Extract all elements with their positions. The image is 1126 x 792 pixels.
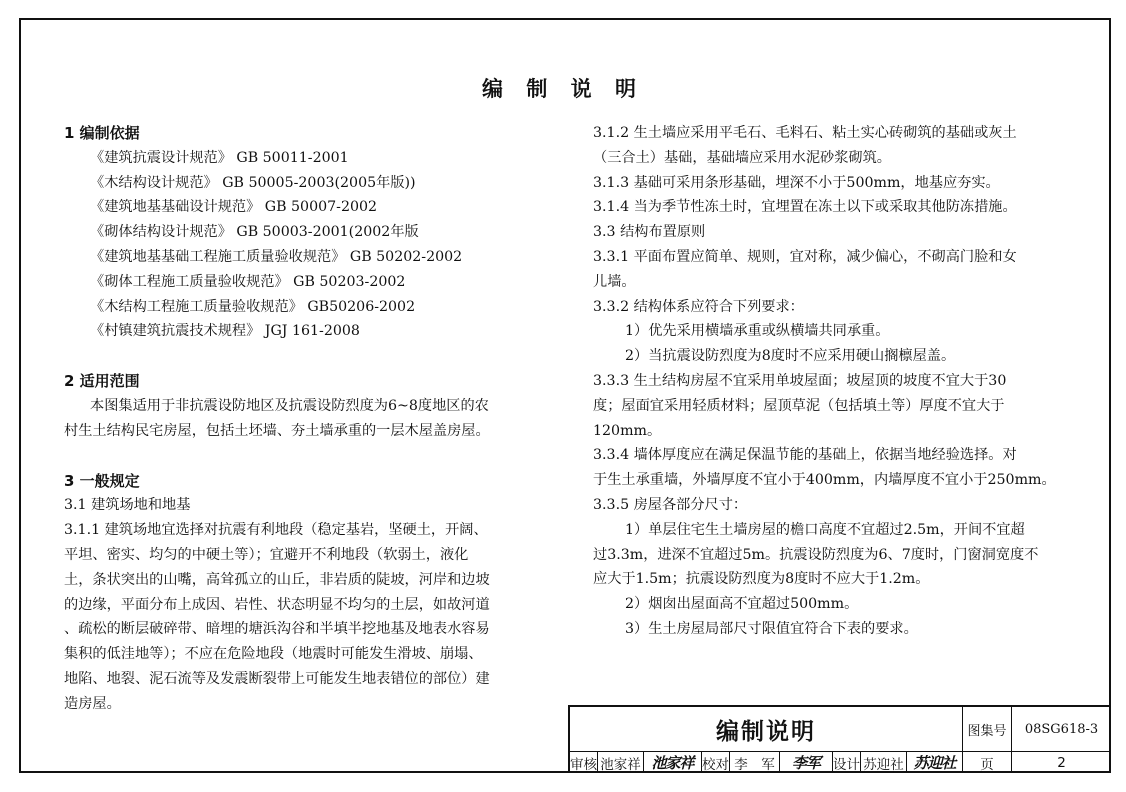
text-line: 《砌体结构设计规范》 GB 50003-2001(2002年版: [90, 224, 419, 241]
text-line: 儿墙。: [593, 273, 636, 290]
page-label: 页: [963, 752, 1012, 773]
text-line: 应大于1.5m；抗震设防烈度为8度时不应大于1.2m。: [593, 571, 930, 588]
text-line: （三合土）基础，基础墙应采用水泥砂浆砌筑。: [593, 149, 891, 166]
text-line: 《建筑抗震设计规范》 GB 50011-2001: [90, 149, 349, 166]
title-block-title: 编制说明: [570, 707, 963, 752]
text-line: 3.3 结构布置原则: [593, 224, 706, 241]
page-number: 2: [1057, 754, 1066, 771]
text-line: 、疏松的断层破碎带、暗埋的塘浜沟谷和半填半挖地基及地表水容易: [64, 621, 490, 638]
section-heading: 2 适用范围: [64, 372, 140, 391]
designer-name: 苏迎社: [861, 752, 907, 773]
spacer: [64, 444, 560, 469]
text-line: 地陷、地裂、泥石流等及发震断裂带上可能发生地表错位的部位）建: [64, 670, 490, 687]
text-line: 《木结构工程施工质量验收规范》 GB50206-2002: [90, 298, 416, 315]
reviewer-name: 池家祥: [598, 752, 644, 773]
section-heading: 1 编制依据: [64, 124, 140, 142]
text-line: 集积的低洼地等）；不应在危险地段（地震时可能发生滑坡、崩塌、: [64, 646, 483, 663]
atlas-number-label: 图集号: [963, 707, 1012, 752]
checker-name: 李 军: [730, 752, 780, 773]
page-title: 编 制 说 明: [482, 76, 644, 101]
right-column: [593, 121, 1093, 642]
text-line: 度；屋面宜采用轻质材料；屋顶草泥（包括填土等）厚度不宜大于: [593, 397, 1005, 414]
checker-signature: 李军: [780, 752, 833, 773]
text-line: 3.1.3 基础可采用条形基础，埋深不小于500mm，地基应夯实。: [593, 174, 1000, 191]
text-line: 造房屋。: [64, 695, 121, 712]
text-line: 本图集适用于非抗震设防地区及抗震设防烈度为6~8度地区的农: [90, 397, 489, 414]
check-label: 校对: [702, 752, 730, 773]
text-line: 3.1.2 生土墙应采用平毛石、毛料石、粘土实心砖砌筑的基础或灰土: [593, 125, 1017, 141]
title-block: [568, 705, 1111, 773]
text-line: 120mm。: [593, 422, 662, 439]
reviewer-signature: 池家祥: [644, 752, 702, 773]
section-heading: 3 一般规定: [64, 471, 140, 490]
text-line: 3.1 建筑场地和地基: [64, 497, 191, 514]
list-item: 2）烟囱出屋面高不宜超过500mm。: [625, 596, 859, 613]
text-line: 过3.3m，进深不宜超过5m。抗震设防烈度为6、7度时，门窗洞宽度不: [593, 546, 1039, 563]
list-item: 2）当抗震设防烈度为8度时不应采用硬山搁檩屋盖。: [625, 348, 956, 365]
left-column: [64, 121, 560, 717]
designer-signature: 苏迎社: [907, 752, 963, 773]
text-line: 3.3.2 结构体系应符合下列要求：: [593, 298, 804, 315]
text-line: 《木结构设计规范》 GB 50005-2003(2005年版)): [90, 174, 416, 191]
text-line: 3.1.4 当为季节性冻土时，宜埋置在冻土以下或采取其他防冻措施。: [593, 199, 1017, 216]
list-item: 3）生土房屋局部尺寸限值宜符合下表的要求。: [625, 620, 918, 637]
atlas-number: 08SG618-3: [1012, 707, 1111, 752]
text-line: 的边缘，平面分布上成因、岩性、状态明显不均匀的土层，如故河道: [64, 596, 490, 613]
text-line: 《建筑地基基础设计规范》 GB 50007-2002: [90, 199, 378, 216]
text-line: 《砌体工程施工质量验收规范》 GB 50203-2002: [90, 273, 406, 290]
text-line: 《村镇建筑抗震技术规程》 JGJ 161-2008: [90, 323, 360, 340]
text-line: 平坦、密实、均匀的中硬土等）；宜避开不利地段（软弱土，液化: [64, 546, 469, 563]
design-label: 设计: [833, 752, 861, 773]
text-line: 于生土承重墙，外墙厚度不宜小于400mm，内墙厚度不宜小于250mm。: [593, 472, 1056, 489]
spacer: [64, 344, 560, 369]
text-line: 土，条状突出的山嘴，高耸孤立的山丘，非岩质的陡坡，河岸和边坡: [64, 571, 490, 588]
list-item: 1）优先采用横墙承重或纵横墙共同承重。: [625, 323, 890, 340]
review-label: 审核: [570, 752, 598, 773]
text-line: 3.3.3 生土结构房屋不宜采用单坡屋面；坡屋顶的坡度不宜大于30: [593, 372, 1007, 389]
text-line: 3.3.5 房屋各部分尺寸：: [593, 496, 748, 513]
text-line: 《建筑地基基础工程施工质量验收规范》 GB 50202-2002: [90, 248, 463, 265]
text-line: 3.3.4 墙体厚度应在满足保温节能的基础上，依据当地经验选择。对: [593, 447, 1017, 464]
text-line: 3.3.1 平面布置应简单、规则，宜对称，减少偏心，不砌高门脸和女: [593, 248, 1017, 265]
text-line: 村生土结构民宅房屋，包括土坯墙、夯土墙承重的一层木屋盖房屋。: [64, 422, 490, 439]
text-line: 3.1.1 建筑场地宜选择对抗震有利地段（稳定基岩，坚硬土，开阔、: [64, 522, 488, 539]
list-item: 1）单层住宅生土墙房屋的檐口高度不宜超过2.5m，开间不宜超: [625, 521, 1025, 538]
